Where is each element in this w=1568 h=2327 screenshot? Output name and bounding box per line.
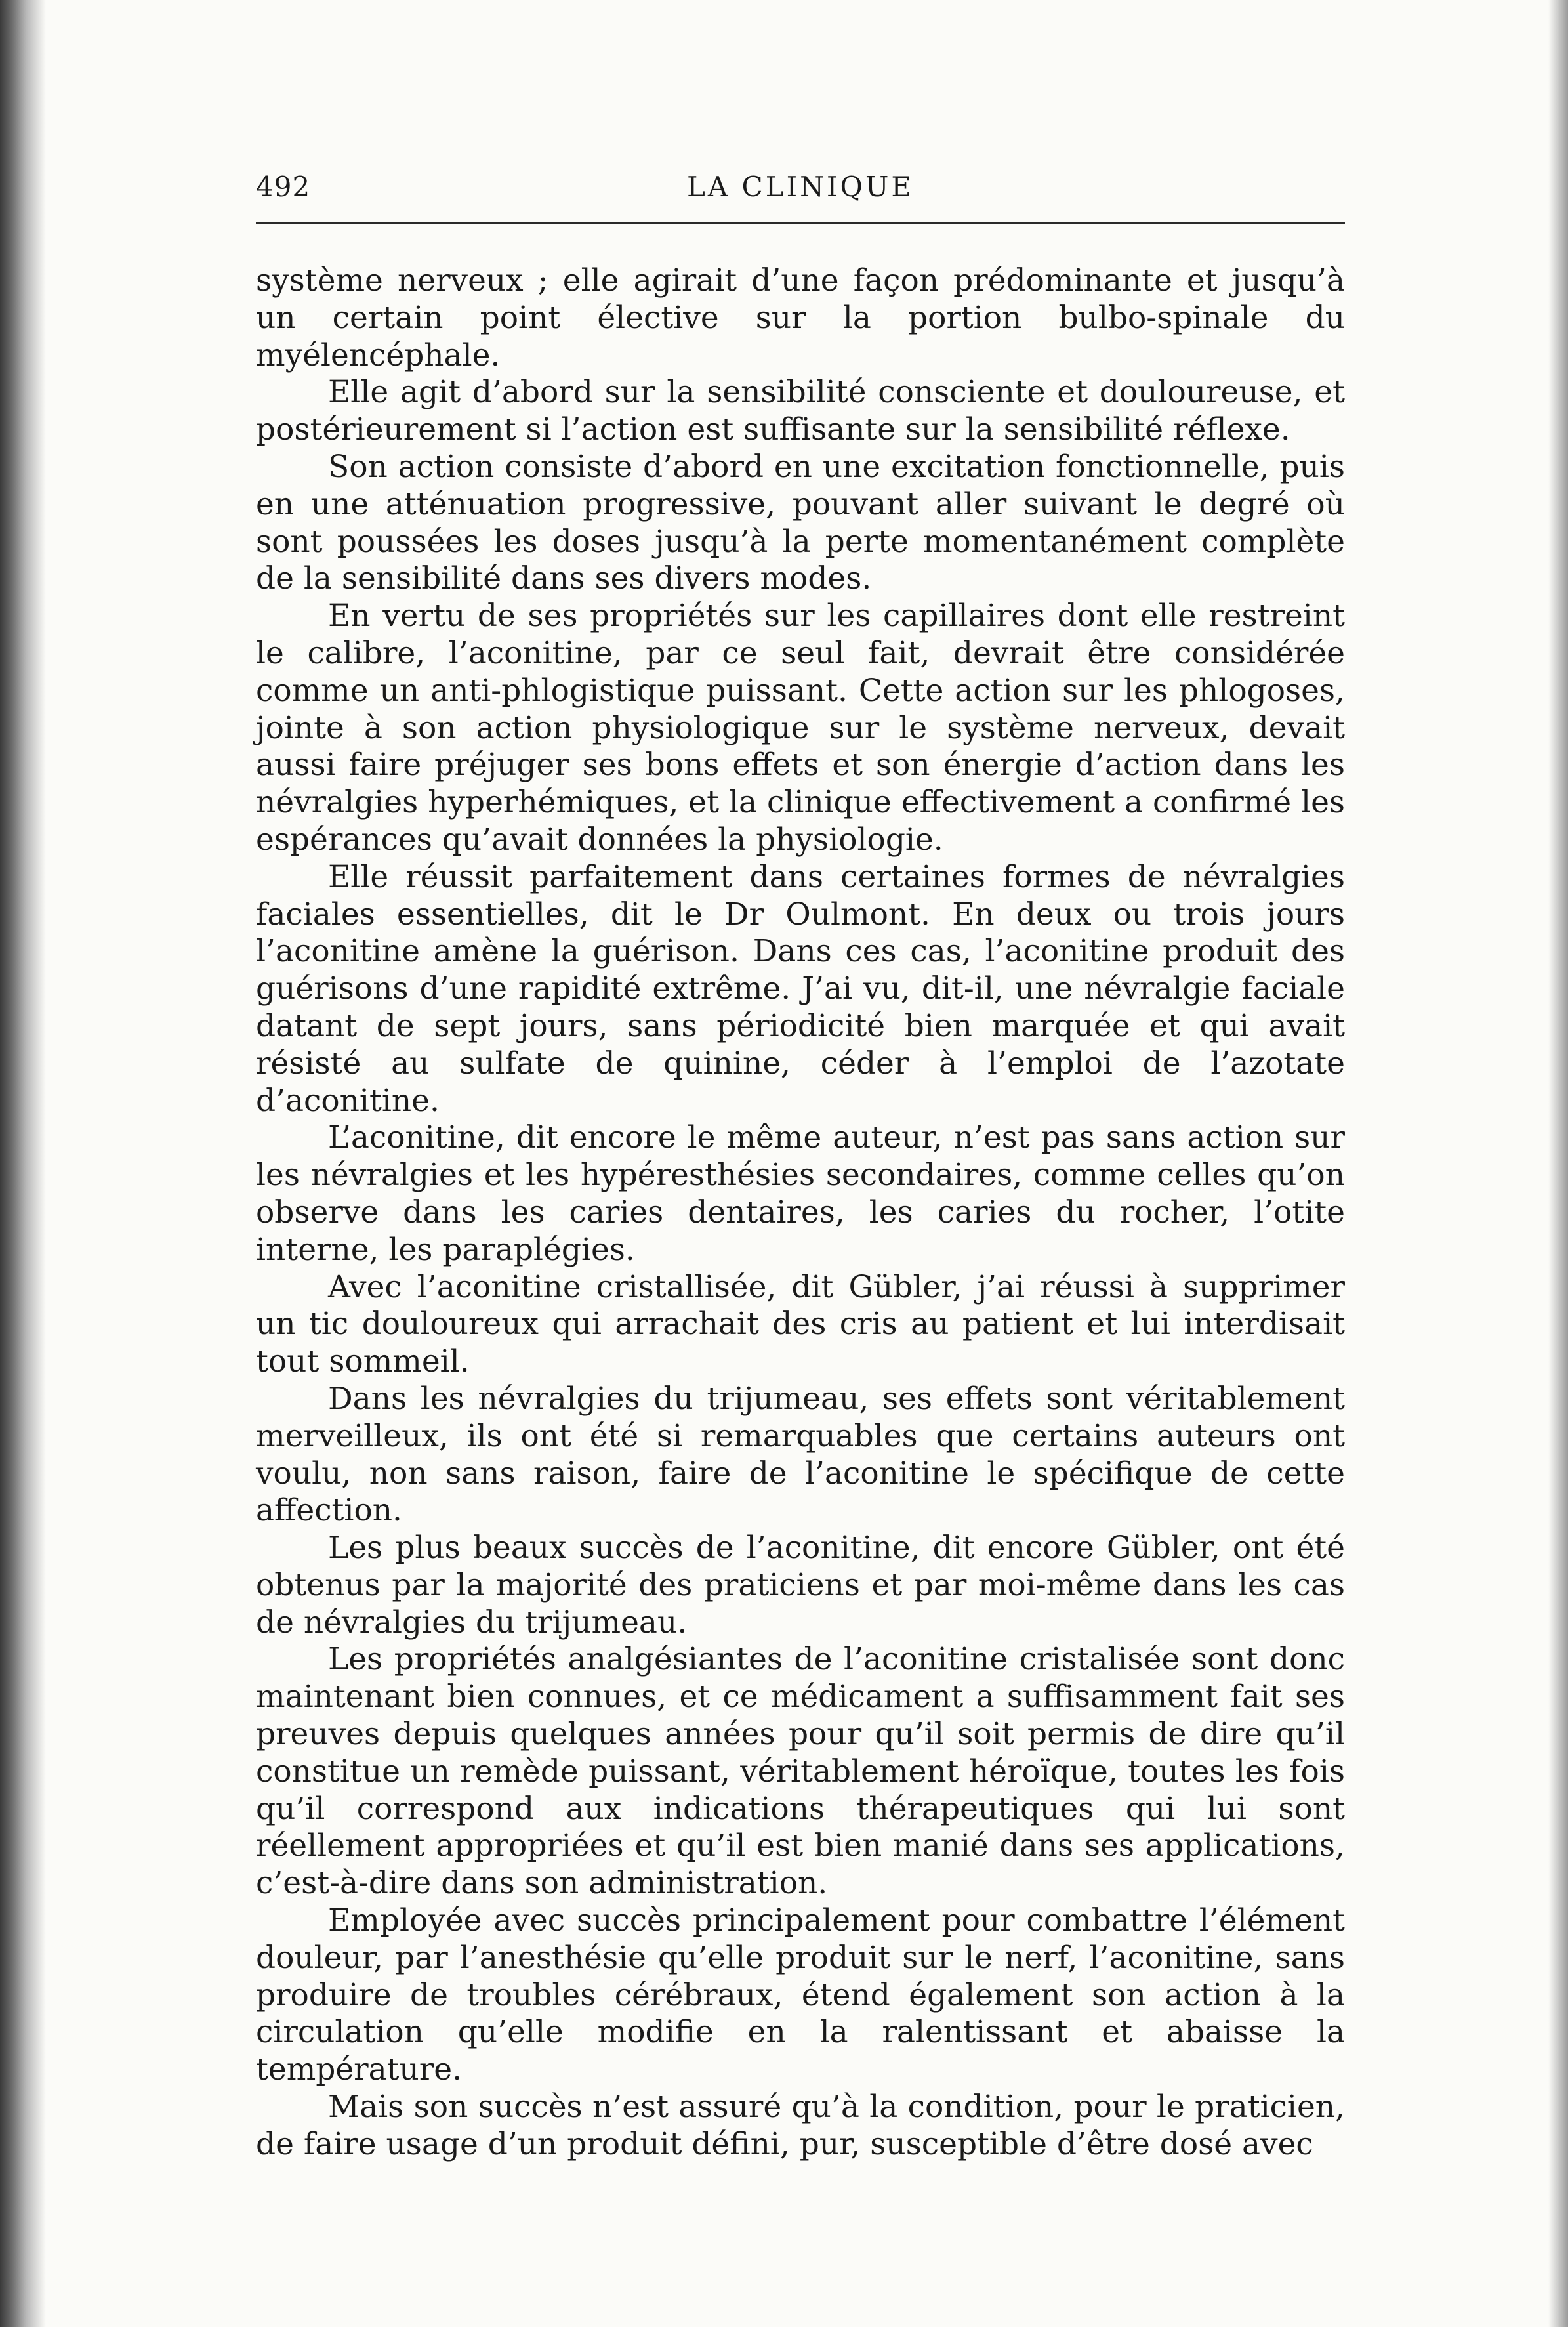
running-head: [256, 164, 1345, 210]
paragraph: Avec l’aconitine cristallisée, dit Gübler, j’ai réussi à supprimer un tic douloureux qui arrachait des cris au patient et lui interdisait tout sommeil.: [256, 1268, 1345, 1380]
paragraph: En vertu de ses propriétés sur les capillaires dont elle restreint le calibre, l’aconitine, par ce seul fait, devrait être considérée comme un anti-phlogistique puissant. Cette action sur les phlogoses, jointe à son action physiologique sur le système nerveux, devait aussi faire préjuger ses bons effets et son énergie d’action dans les névralgies hyperhémiques, et la clinique effectivement a confirmé les espérances qu’avait données la physiologie.: [256, 598, 1345, 858]
body-text: [256, 262, 1345, 2164]
scan-edge-shadow: [0, 0, 46, 2327]
journal-title: LA CLINIQUE: [686, 171, 915, 203]
paragraph: Les plus beaux succès de l’aconitine, dit encore Gübler, ont été obtenus par la majorité des praticiens et par moi-même dans les cas de névralgies du trijumeau.: [256, 1530, 1345, 1641]
paragraph: Mais son succès n’est assuré qu’à la condition, pour le praticien, de faire usage d’un produit défini, pur, susceptible d’être dosé avec: [256, 2089, 1345, 2162]
page-number: 492: [256, 171, 311, 203]
paragraph: L’aconitine, dit encore le même auteur, n’est pas sans action sur les névralgies et les hypéresthésies secondaires, comme celles qu’on observe dans les caries dentaires, les caries du rocher, l’otite interne, les paraplégies.: [256, 1120, 1345, 1268]
paragraph: Dans les névralgies du trijumeau, ses effets sont véritablement merveilleux, ils ont été si remarquables que certains auteurs ont voulu, non sans raison, faire de l’aconitine le spécifique de cette affection.: [256, 1380, 1345, 1529]
scan-edge-shadow-right: [1548, 0, 1568, 2327]
paragraph: Son action consiste d’abord en une excitation fonctionnelle, puis en une atténuation progressive, pouvant aller suivant le degré où sont poussées les doses jusqu’à la perte momentanément complète de la sensibilité dans ses divers modes.: [256, 448, 1345, 597]
paragraph: Elle agit d’abord sur la sensibilité consciente et douloureuse, et postérieurement si l’action est suffisante sur la sensibilité réflexe.: [256, 374, 1345, 448]
paragraph: Elle réussit parfaitement dans certaines formes de névralgies faciales essentielles, dit le Dr Oulmont. En deux ou trois jours l’aconitine amène la guérison. Dans ces cas, l’aconitine produit des guérisons d’une rapidité extrême. J’ai vu, dit-il, une névralgie faciale datant de sept jours, sans périodicité bien marquée et qui avait résisté au sulfate de quinine, céder à l’emploi de l’azotate d’aconitine.: [256, 858, 1345, 1119]
header-rule: [256, 222, 1345, 224]
paragraph: système nerveux ; elle agirait d’une façon prédominante et jusqu’à un certain point élective sur la portion bulbo-spinale du myélencéphale.: [256, 262, 1345, 373]
paragraph: Employée avec succès principalement pour combattre l’élément douleur, par l’anesthésie qu’elle produit sur le nerf, l’aconitine, sans produire de troubles cérébraux, étend également son action à la circulation qu’elle modifie en la ralentissant et abaisse la température.: [256, 1902, 1345, 2088]
paragraph: Les propriétés analgésiantes de l’aconitine cristalisée sont donc maintenant bien connues, et ce médicament a suffisamment fait ses preuves depuis quelques années pour qu’il soit permis de dire qu’il constitue un remède puissant, véritablement héroïque, toutes les fois qu’il correspond aux indications thérapeutiques qui lui sont réellement appropriées et qu’il est bien manié dans ses applications, c’est-à-dire dans son administration.: [256, 1641, 1345, 1902]
